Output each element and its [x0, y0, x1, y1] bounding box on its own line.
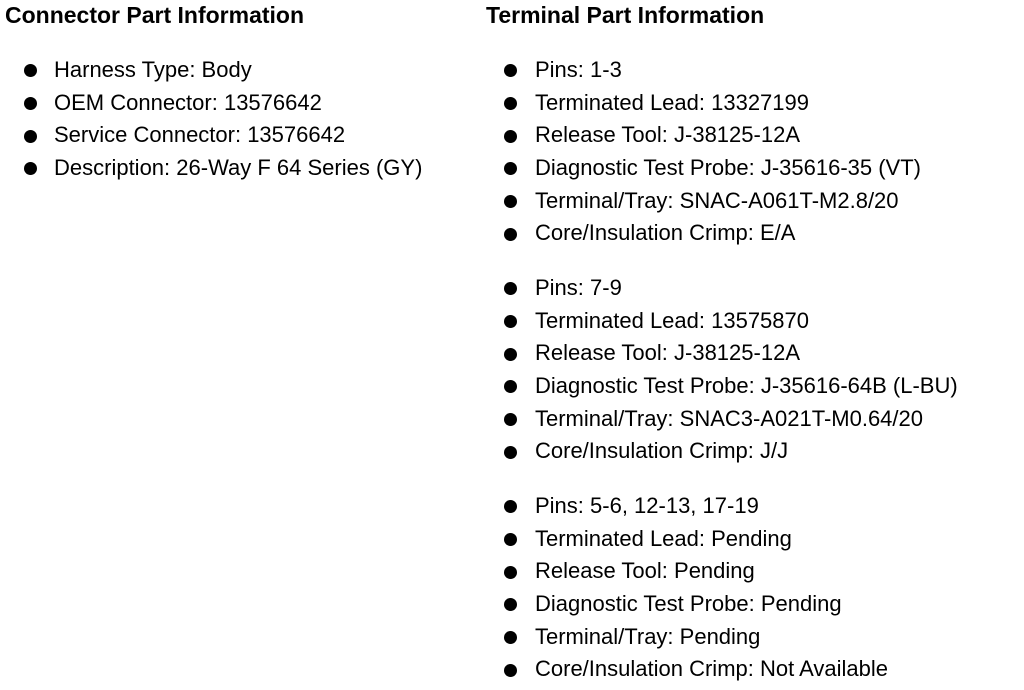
terminal-info-text: Pins: 1-3: [535, 57, 622, 82]
terminal-info-text: Terminated Lead: Pending: [535, 525, 792, 551]
terminal-info-text: Terminal/Tray: SNAC-A061T-M2.8/20: [535, 187, 899, 213]
terminal-info-text: Diagnostic Test Probe: J-35616-35 (VT): [535, 155, 921, 181]
terminal-info-text: Core/Insulation Crimp: E/A: [535, 220, 796, 246]
bullet-icon: [24, 97, 37, 110]
terminal-info-text: Diagnostic Test Probe: Pending: [535, 591, 842, 617]
terminal-info-text: Core/Insulation Crimp: Not Available: [535, 656, 888, 682]
terminal-info-text: Terminal/Tray: Pending: [535, 623, 761, 649]
bullet-icon: [24, 64, 37, 77]
terminal-info-text: Release Tool: J-38125-12A: [535, 122, 800, 148]
terminal-part-information-heading: Terminal Part Information: [486, 2, 765, 28]
connector-part-information-heading: Connector Part Information: [5, 2, 305, 28]
terminal-info-text: Pins: 5-6, 12-13, 17-19: [535, 493, 759, 518]
terminal-info-text: Release Tool: Pending: [535, 558, 755, 584]
bullet-icon: [504, 64, 517, 77]
bullet-icon: [504, 664, 517, 677]
bullet-icon: [504, 162, 517, 175]
bullet-icon: [504, 500, 517, 513]
bullet-icon: [504, 228, 517, 241]
terminal-info-text: Pins: 7-9: [535, 275, 622, 300]
connector-info-text: OEM Connector: 13576642: [54, 89, 322, 115]
bullet-icon: [504, 348, 517, 361]
terminal-info-text: Release Tool: J-38125-12A: [535, 340, 800, 366]
bullet-icon: [504, 446, 517, 459]
bullet-icon: [504, 566, 517, 579]
bullet-icon: [504, 598, 517, 611]
bullet-icon: [504, 380, 517, 393]
connector-info-text: Harness Type: Body: [54, 57, 252, 82]
connector-info-text: Service Connector: 13576642: [54, 122, 346, 148]
bullet-icon: [504, 533, 517, 546]
bullet-icon: [24, 130, 37, 143]
terminal-info-text: Core/Insulation Crimp: J/J: [535, 438, 789, 464]
terminal-info-text: Diagnostic Test Probe: J-35616-64B (L-BU): [535, 373, 958, 399]
bullet-icon: [504, 130, 517, 143]
bullet-icon: [504, 631, 517, 644]
connector-info-text: Description: 26-Way F 64 Series (GY): [54, 155, 423, 181]
bullet-icon: [504, 97, 517, 110]
terminal-info-text: Terminated Lead: 13327199: [535, 89, 809, 115]
bullet-icon: [504, 413, 517, 426]
bullet-icon: [24, 162, 37, 175]
terminal-info-text: Terminated Lead: 13575870: [535, 307, 809, 333]
bullet-icon: [504, 315, 517, 328]
terminal-info-text: Terminal/Tray: SNAC3-A021T-M0.64/20: [535, 405, 923, 431]
bullet-icon: [504, 195, 517, 208]
bullet-icon: [504, 282, 517, 295]
